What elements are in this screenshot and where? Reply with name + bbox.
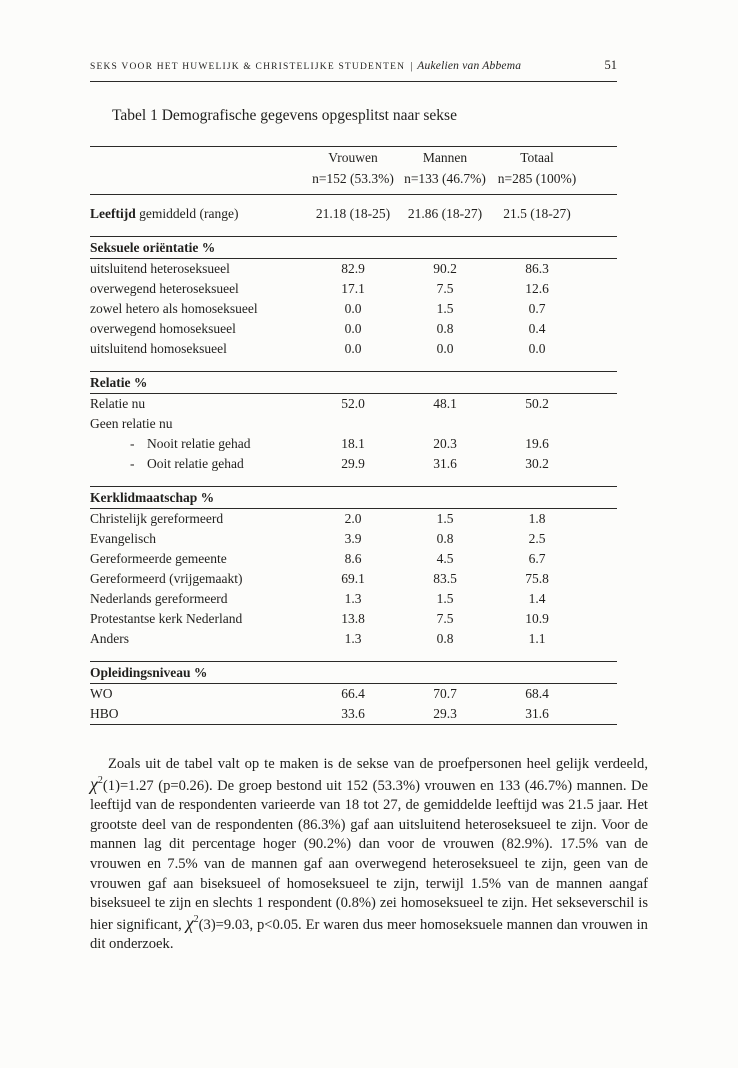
row-value: 0.7 xyxy=(528,301,546,316)
section-heading: Relatie % xyxy=(90,375,148,390)
table-row xyxy=(90,414,617,434)
row-value: 50.2 xyxy=(525,396,549,411)
row-value: 3.9 xyxy=(344,531,362,546)
column-spacer xyxy=(583,279,617,299)
body-paragraph: Zoals uit de tabel valt op te maken is de sekse van de proefpersonen heel gelijk verdeeld, $\chi^2(1)=1.27$ (p=0.26). De groep bestond uit 152 (53.3%) vrouwen en 133 (46.7%) mannen. De leeftijd van de respondenten varieerde van 18 tot 27, de gemiddelde leeftijd was 21.5 jaar. Het grootste deel van de respondenten (86.3%) gaf aan uitsluitend heteroseksueel te zijn. Voor de mannen lag dit percentage hoger (90.2%) dan voor de vrouwen (82.9%). 17.5% van de vrouwen en 7.5% van de mannen gaf aan overwegend heteroseksueel te zijn, geen van de vrouwen gaf aan biseksueel of homoseksueel te zijn, terwijl 1.5% van de mannen aangaf biseksueel te zijn en slechts 1 respondent (0.8%) zei homoseksueel te zijn. Het sekseverschil is hier significant, $\chi^2(3)=9.03$, p<0.05. Er waren dus meer homoseksuele mannen dan vrouwen in dit onderzoek. xyxy=(90,756,648,953)
row-value: 0.0 xyxy=(344,341,362,356)
row-value: 30.2 xyxy=(525,456,549,471)
table-row xyxy=(90,704,617,724)
table-row xyxy=(90,394,617,414)
column-spacer xyxy=(583,147,617,168)
running-title: SEKS VOOR HET HUWELIJK & CHRISTELIJKE STUDENTEN xyxy=(90,62,406,72)
count-mannen: n=133 (46.7%) xyxy=(404,171,486,186)
row-value: 8.6 xyxy=(344,551,362,566)
row-value: 1.5 xyxy=(436,511,454,526)
row-value: 0.8 xyxy=(436,321,454,336)
section-heading: Opleidingsniveau % xyxy=(90,665,208,680)
row-value: 0.0 xyxy=(528,341,546,356)
column-spacer xyxy=(583,704,617,724)
row-label: Protestantse kerk Nederland xyxy=(90,611,243,626)
table-row xyxy=(90,529,617,549)
row-value: 52.0 xyxy=(341,396,365,411)
age-value-totaal: 21.5 (18-27) xyxy=(503,206,571,221)
row-value: 90.2 xyxy=(433,261,457,276)
column-spacer xyxy=(583,629,617,649)
column-spacer xyxy=(583,168,617,189)
chi-exponent: 2 xyxy=(193,913,199,925)
row-value: 17.1 xyxy=(341,281,365,296)
column-spacer xyxy=(583,684,617,704)
row-value: 13.8 xyxy=(341,611,365,626)
age-row-label-rest: gemiddeld (range) xyxy=(135,206,239,221)
row-value: 0.8 xyxy=(436,631,454,646)
column-header-vrouwen: Vrouwen xyxy=(328,150,378,165)
table-row xyxy=(90,299,617,319)
row-value: 48.1 xyxy=(433,396,457,411)
row-value: 19.6 xyxy=(525,436,549,451)
count-totaal: n=285 (100%) xyxy=(497,171,577,186)
row-value: 2.0 xyxy=(344,511,362,526)
demographics-table xyxy=(90,146,617,725)
column-header-totaal: Totaal xyxy=(520,150,554,165)
row-value: 2.5 xyxy=(528,531,546,546)
row-value: 4.5 xyxy=(436,551,454,566)
table-row xyxy=(90,339,617,359)
chi-squared-symbol: $\chi^2$ xyxy=(185,912,199,933)
section-heading: Kerklidmaatschap % xyxy=(90,490,215,505)
row-value: 0.0 xyxy=(436,341,454,356)
row-value xyxy=(307,414,399,434)
row-value: 31.6 xyxy=(525,706,549,721)
table-sections xyxy=(90,236,617,724)
row-label: Nederlands gereformeerd xyxy=(90,591,228,606)
row-label: uitsluitend homoseksueel xyxy=(90,341,227,356)
list-dash: - xyxy=(130,436,135,451)
row-value: 18.1 xyxy=(341,436,365,451)
author-name: Aukelien van Abbema xyxy=(417,60,522,72)
age-value-mannen: 21.86 (18-27) xyxy=(407,206,483,221)
row-value: 7.5 xyxy=(436,281,454,296)
row-label: - Ooit relatie gehad xyxy=(90,454,307,474)
table-row xyxy=(90,509,617,529)
row-value: 0.0 xyxy=(344,321,362,336)
row-label: Christelijk gereformeerd xyxy=(90,511,224,526)
table-row xyxy=(90,609,617,629)
row-value: 86.3 xyxy=(525,261,549,276)
row-label: Relatie nu xyxy=(90,396,146,411)
table-row xyxy=(90,629,617,649)
row-value xyxy=(399,414,491,434)
column-spacer xyxy=(583,394,617,414)
row-value: 1.5 xyxy=(436,591,454,606)
table-row xyxy=(90,569,617,589)
table-section xyxy=(90,661,617,724)
row-value: 68.4 xyxy=(525,686,549,701)
age-row xyxy=(90,204,617,224)
row-value: 10.9 xyxy=(525,611,549,626)
row-value: 20.3 xyxy=(433,436,457,451)
column-header-mannen: Mannen xyxy=(422,150,468,165)
table-row xyxy=(90,549,617,569)
row-value: 66.4 xyxy=(341,686,365,701)
row-value: 0.0 xyxy=(344,301,362,316)
column-counts-row xyxy=(90,168,617,189)
column-spacer xyxy=(583,299,617,319)
table-row xyxy=(90,434,617,454)
row-value: 1.3 xyxy=(344,631,362,646)
running-header-left xyxy=(90,56,521,74)
running-header xyxy=(90,56,617,81)
row-value: 1.4 xyxy=(528,591,546,606)
column-spacer xyxy=(583,434,617,454)
row-value: 6.7 xyxy=(528,551,546,566)
column-spacer xyxy=(583,609,617,629)
row-value: 0.4 xyxy=(528,321,546,336)
row-label: overwegend homoseksueel xyxy=(90,321,236,336)
row-value: 82.9 xyxy=(341,261,365,276)
chi-exponent: 2 xyxy=(97,774,103,786)
row-label: Evangelisch xyxy=(90,531,156,546)
section-heading: Seksuele oriëntatie % xyxy=(90,240,216,255)
age-row-label xyxy=(90,204,307,224)
row-value: 29.3 xyxy=(433,706,457,721)
row-value: 1.5 xyxy=(436,301,454,316)
row-value: 1.8 xyxy=(528,511,546,526)
count-vrouwen: n=152 (53.3%) xyxy=(312,171,394,186)
column-spacer xyxy=(583,339,617,359)
table-row xyxy=(90,684,617,704)
column-spacer xyxy=(583,204,617,224)
table-bottom-rule xyxy=(90,724,617,725)
age-value-vrouwen: 21.18 (18-25) xyxy=(315,206,391,221)
column-counts-spacer xyxy=(90,168,307,189)
column-header-spacer xyxy=(90,147,307,168)
header-separator: | xyxy=(410,61,413,72)
row-label: - Nooit relatie gehad xyxy=(90,434,307,454)
column-spacer xyxy=(583,529,617,549)
row-value: 69.1 xyxy=(341,571,365,586)
row-value: 33.6 xyxy=(341,706,365,721)
table-row xyxy=(90,279,617,299)
row-value: 1.1 xyxy=(528,631,546,646)
row-label: zowel hetero als homoseksueel xyxy=(90,301,258,316)
row-value: 31.6 xyxy=(433,456,457,471)
table-row xyxy=(90,589,617,609)
column-spacer xyxy=(583,414,617,434)
table-row xyxy=(90,319,617,339)
table-row xyxy=(90,259,617,279)
table-row xyxy=(90,454,617,474)
column-spacer xyxy=(583,319,617,339)
chi-squared-symbol: $\chi^2$ xyxy=(90,773,103,794)
table-title: Tabel 1 Demografische gegevens opgesplitst naar sekse xyxy=(112,107,457,124)
row-label: Anders xyxy=(90,631,129,646)
column-spacer xyxy=(583,589,617,609)
page-number: 51 xyxy=(604,58,617,72)
row-value: 7.5 xyxy=(436,611,454,626)
header-rule xyxy=(90,81,617,82)
row-value: 70.7 xyxy=(433,686,457,701)
table-section xyxy=(90,236,617,359)
row-label: WO xyxy=(90,686,113,701)
column-spacer xyxy=(583,569,617,589)
table-section xyxy=(90,486,617,649)
list-dash: - xyxy=(130,456,135,471)
table-head-rule xyxy=(90,194,617,195)
column-spacer xyxy=(583,549,617,569)
row-value: 0.8 xyxy=(436,531,454,546)
row-value: 29.9 xyxy=(341,456,365,471)
row-value: 12.6 xyxy=(525,281,549,296)
column-header-row xyxy=(90,147,617,168)
row-label: Gereformeerd (vrijgemaakt) xyxy=(90,571,243,586)
row-label: overwegend heteroseksueel xyxy=(90,281,239,296)
row-label: HBO xyxy=(90,706,119,721)
column-spacer xyxy=(583,454,617,474)
row-label: Geen relatie nu xyxy=(90,416,173,431)
row-label: Gereformeerde gemeente xyxy=(90,551,227,566)
row-value: 75.8 xyxy=(525,571,549,586)
column-spacer xyxy=(583,259,617,279)
table-section xyxy=(90,371,617,474)
column-spacer xyxy=(583,509,617,529)
row-label: uitsluitend heteroseksueel xyxy=(90,261,230,276)
age-row-label-bold: Leeftijd xyxy=(90,206,136,221)
row-value: 1.3 xyxy=(344,591,362,606)
row-value: 83.5 xyxy=(433,571,457,586)
row-value xyxy=(491,414,583,434)
